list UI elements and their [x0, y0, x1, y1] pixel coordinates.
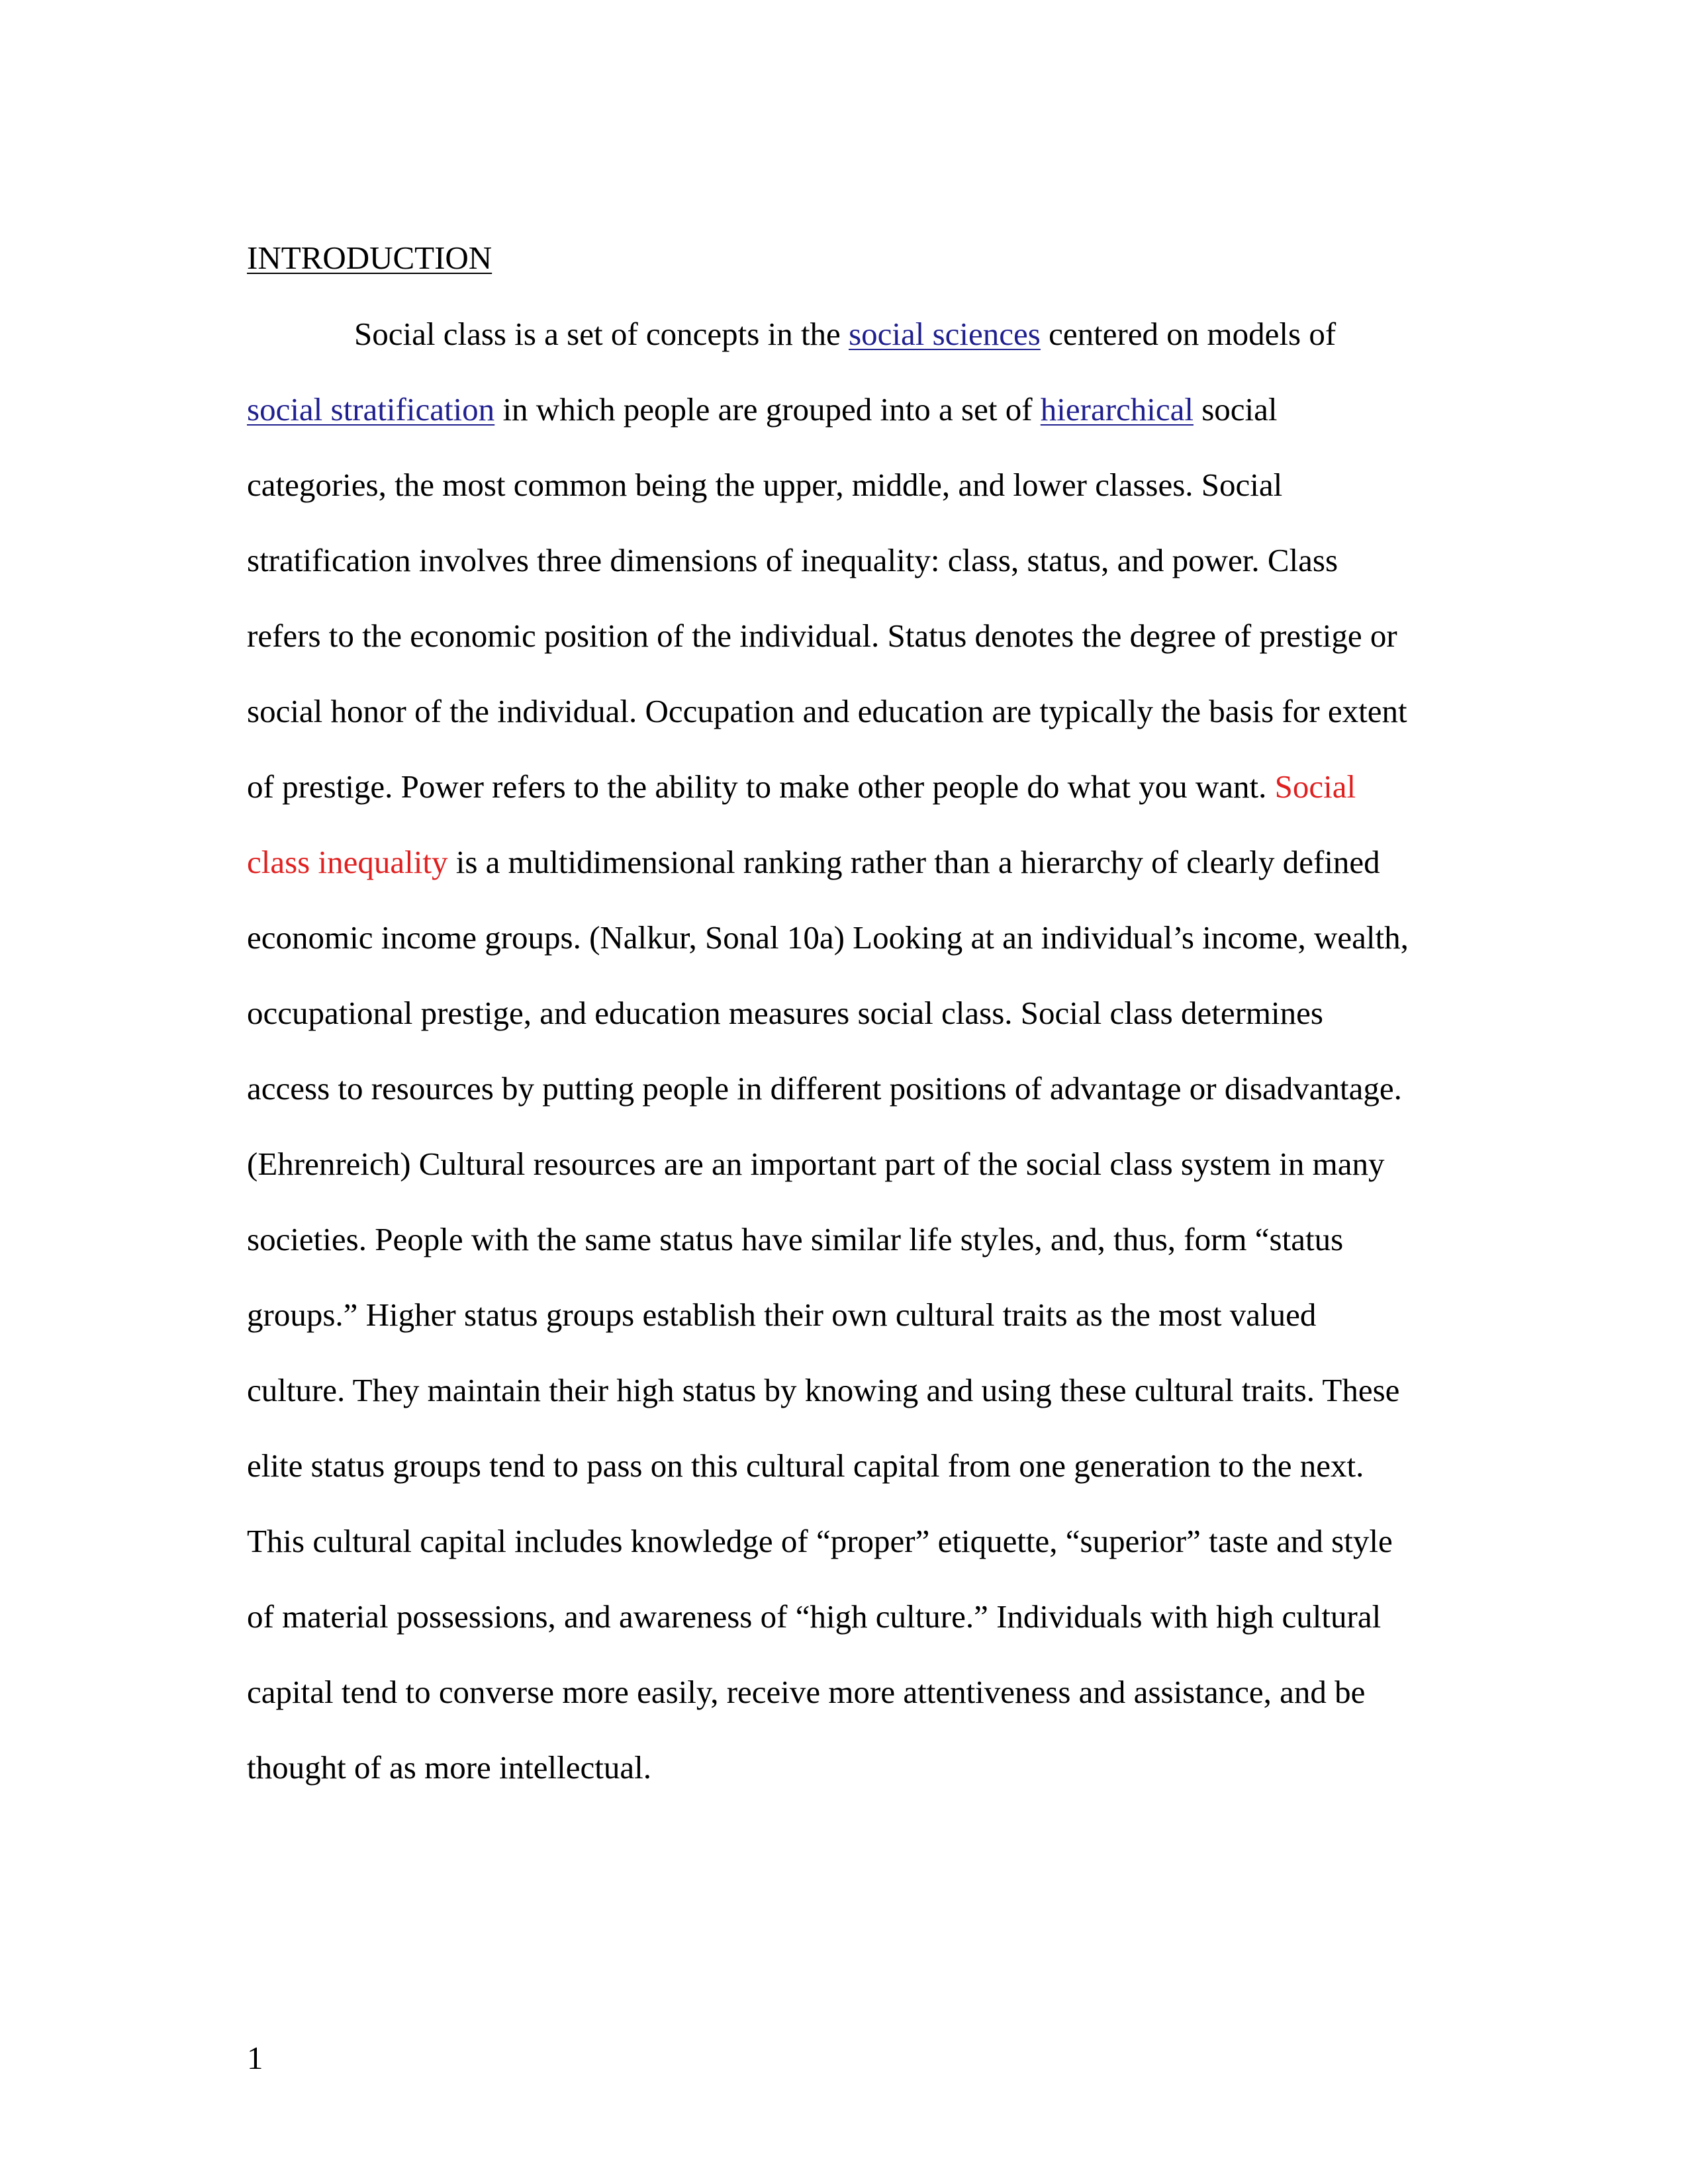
link-social-sciences[interactable]: social sciences [849, 316, 1041, 352]
link-social-stratification[interactable]: social stratification [247, 391, 495, 428]
paragraph-line-18: of material possessions, and awareness of “high culture.” Individuals with high cultural [247, 1598, 1382, 1635]
line-text: Social class is a set of concepts in the [354, 316, 849, 352]
paragraph-line-14: groups.” Higher status groups establish their own cultural traits as the most valued [247, 1297, 1317, 1333]
paragraph-line-9: economic income groups. (Nalkur, Sonal 10a) Looking at an individual’s income, wealth, [247, 919, 1409, 956]
paragraph-line-6: social honor of the individual. Occupation and education are typically the basis for extent [247, 693, 1407, 729]
line-text: social [1193, 391, 1278, 428]
paragraph-line-2 [247, 390, 1278, 430]
line-text: in which people are grouped into a set of [494, 391, 1041, 428]
paragraph-line-20: thought of as more intellectual. [247, 1749, 651, 1786]
page-number: 1 [247, 2040, 263, 2076]
paragraph-line-15: culture. They maintain their high status by knowing and using these cultural traits. These [247, 1372, 1400, 1408]
paragraph-line-11: access to resources by putting people in different positions of advantage or disadvantage. [247, 1070, 1402, 1107]
paragraph-line-10: occupational prestige, and education measures social class. Social class determines [247, 995, 1323, 1031]
paragraph-line-8 [247, 842, 1380, 882]
paragraph-line-5: refers to the economic position of the individual. Status denotes the degree of prestige or [247, 617, 1397, 654]
paragraph-line-16: elite status groups tend to pass on this cultural capital from one generation to the next. [247, 1447, 1364, 1484]
highlighted-term: class inequality [247, 844, 448, 880]
section-heading: INTRODUCTION [247, 240, 492, 276]
link-hierarchical[interactable]: hierarchical [1040, 391, 1194, 428]
paragraph-line-3: categories, the most common being the upper, middle, and lower classes. Social [247, 467, 1283, 503]
paragraph-line-1 [354, 314, 1336, 354]
paragraph-line-12: (Ehrenreich) Cultural resources are an important part of the social class system in many [247, 1146, 1385, 1182]
paragraph-line-4: stratification involves three dimensions of inequality: class, status, and power. Class [247, 542, 1338, 578]
line-text: centered on models of [1040, 316, 1336, 352]
highlighted-term: Social [1274, 768, 1356, 805]
line-text: is a multidimensional ranking rather than a hierarchy of clearly defined [447, 844, 1380, 880]
paragraph-line-17: This cultural capital includes knowledge of “proper” etiquette, “superior” taste and style [247, 1523, 1393, 1559]
paragraph-line-7 [247, 767, 1356, 807]
line-text: of prestige. Power refers to the ability to make other people do what you want. [247, 768, 1275, 805]
paragraph-line-19: capital tend to converse more easily, receive more attentiveness and assistance, and be [247, 1674, 1366, 1710]
paragraph-line-13: societies. People with the same status have similar life styles, and, thus, form “status [247, 1221, 1344, 1257]
